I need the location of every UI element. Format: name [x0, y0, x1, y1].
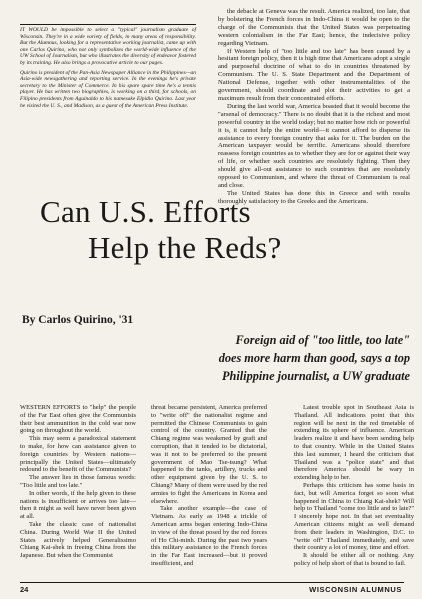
- right-column-top: [218, 8, 410, 206]
- col3-paragraph-1: Latest trouble spot in Southeast Asia is Thailand. All indications point that this region will be next in the red timetable of extending its sphere of influence. American leaders realize it and have been sending help to that country. While in the United States this last summer, I heard the criticism that Thailand was a "police state" and that therefore America should be wary in extending help to her.: [294, 404, 414, 482]
- right-top-paragraph-3: During the last world war, America boasted that it would become the "arsenal of democracy." There is no doubt that it is the richest and most powerful country in the world today; but no matter how rich or powerful it is, it cannot help the entire world—it cannot afford to disperse its assistance to every foreign country that asks for it. The burden on the American taxpayer would be terrific. Americans should therefore reassess foreign countries as to whether they are for or against their way of life, or whether such countries are resolutely fighting. Then they should give all-out assistance to such countries that are resolutely opposed to Communism, and where the threat of Communism is real and close.: [218, 102, 410, 189]
- intro-paragraph-2: Quirino is president of the Pan-Asia Newspaper Alliance in the Philippines—an Asia-wide newsgathering and reporting service. In the evenings he's private secretary to the Minister of Commerce. In his spare spare time he's a tennis player. He has written two biographies, is working on a third, for schools, on Filipino presidents from Aguinaldo to his namesake Elpidio Quirino. Last year he visited the U. S., and Madison, as a guest of the American Press Institute.: [20, 69, 196, 109]
- body-column-2: [151, 404, 267, 568]
- deck-line-1: Foreign aid of "too little, too late": [235, 333, 410, 347]
- right-top-paragraph-2: If Western help of "too little and too late" has been caused by a hesitant foreign policy, then it is high time that Americans adopt a single and purposeful doctrine of what to do in countries threatened by Communism. The U. S. State Department and the Department of National Defense, together with other instrumentalities of the government, should coordinate and plot their activities to get a maximum result from their concentrated efforts.: [218, 47, 410, 102]
- page-number: 24: [20, 585, 29, 594]
- col1-paragraph-5: Take the classic case of nationalist China. During World War II the United States actively helped Generalissimo Chiang Kai-shek in freeing China from the Japanese. But when the Communist: [20, 520, 136, 560]
- deck-line-2: does more harm than good, says a top: [218, 350, 410, 365]
- col3-paragraph-3: It should be either all or nothing. Any policy of help short of that is bound to fail.: [294, 552, 414, 567]
- col3-paragraph-2: Perhaps this criticism has some basis in fact, but will America forget so soon what happened in China to Chiang Kai-shek? Will help to Thailand "come too little and to late?" I sincerely hope not. In that set eventuality American citizens might as well demand from their leaders in Washington, D.C. to "write off" Thailand immediately, and save their country a lot of money, time and effort.: [294, 481, 414, 552]
- body-column-3: [294, 404, 414, 568]
- col2-paragraph-2: Take another example—the case of Vietnam. As early as 1948 a trickle of American arms began entering Indo-China in view of the threat posed by the red forces of Ho Chi-minh. During the past two years this military assistance to the French forces in the Far East increased—but it proved insufficient, and: [151, 505, 267, 567]
- col1-paragraph-4: In other words, if the help given to these nations is insufficient or arrives too late—then it might as well have never been given at all.: [20, 489, 136, 521]
- footer-rule: [20, 582, 404, 583]
- deck: [30, 332, 410, 385]
- col1-paragraph-2: This may seem a paradoxical statement to make, for how can assistance given to foreign countries by Western nations—principally the United States—ultimately redound to the benefit of the Communists?: [20, 435, 136, 474]
- col1-paragraph-3: The answer lies in those famous words: "Too little and too late.": [20, 474, 136, 489]
- headline-line-2: Help the Reds?: [88, 230, 282, 265]
- right-top-paragraph-4: The United States has done this in Greece and with results thoroughly satisfactory to the Greeks and the Americans.: [218, 189, 410, 205]
- intro-paragraph-1: IT WOULD be impossible to select a "typical" journalism graduate of Wisconsin. They're in a wide variety of fields, in many areas of responsibility. But the Alumnus, looking for a representative working journalist, came up with one Carlos Quirino, who not only symbolizes the world-wide influence of the UW School of Journalism, but who illustrates the diversity of endeavor fostered by its training. He also brings a provocative article to our pages.: [20, 27, 196, 66]
- magazine-name: WISCONSIN ALUMNUS: [309, 585, 402, 594]
- right-top-paragraph-1: the debacle at Geneva was the result. America realized, too late, that by bolstering the French forces in Indo-China it would be open to the charge of the Communists that the United States was perpetuating western colonialism in the Far East; hence, the indecisive policy regarding Vietnam.: [218, 8, 410, 47]
- intro-note: [20, 24, 196, 112]
- intro-top-rule: [20, 24, 196, 25]
- byline: By Carlos Quirino, '31: [22, 314, 134, 326]
- body-column-1: [20, 404, 136, 560]
- headline-line-1: Can U.S. Efforts: [40, 194, 251, 229]
- deck-line-3: Philippine journalist, a UW graduate: [221, 368, 410, 383]
- col2-paragraph-1: threat became persistent, America preferred to "write off" the nationalist regime and permitted the Chinese Communists to gain control of the country. Granted that the Chiang regime was weakened by graft and corruption, that it tended to be dictatorial, was it not to be preferred to the present government of Mao Tse-tsung? What happened to the tanks, artillery, trucks and other equipment given by the U. S. to Chiang? Many of them were used by the red armies to fight the Americans in Korea and elsewhere.: [151, 404, 267, 505]
- col1-paragraph-1: WESTERN EFFORTS to "help" the people of the Far East often give the Communists their best ammunition in the cold war now going on throughout the world.: [20, 404, 136, 435]
